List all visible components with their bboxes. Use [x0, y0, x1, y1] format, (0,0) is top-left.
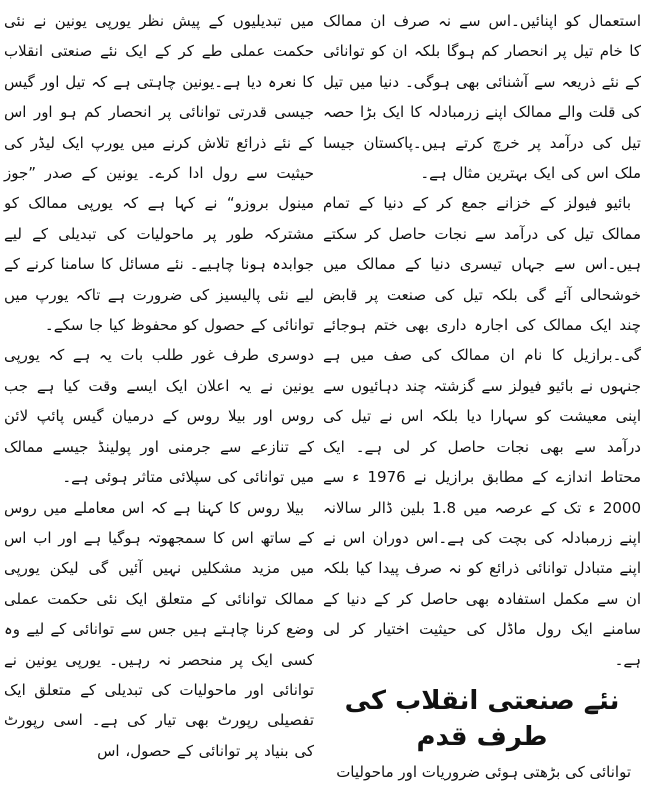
body-paragraph: بیلا روس کا کہنا ہے کہ اس معاملے میں روس کے ساتھ اس کا سمجھوتہ ہوگیا ہے اور اب اس میں مزید مشکلیں نہیں آئیں گی لیکن یورپی ممالک توانائی کے متعلق ایک نئی حکمت عملی وضع کرنا چاہتے ہیں جس سے توانائی کے لیے وہ کسی ایک پر منحصر نہ رہیں۔ یورپی یونین نے توانائی اور ماحولیات کی تبدیلی کے متعلق ایک تفصیلی رپورٹ بھی تیار کی ہے۔ اسی رپورٹ کی بنیاد پر توانائی کے حصول، اس — [4, 498, 314, 760]
section-subheading: توانائی کی بڑھتی ہوئی ضروریات اور ماحولیات — [336, 762, 631, 781]
body-paragraph: میں تبدیلیوں کے پیش نظر یورپی یونین نے نئی حکمت عملی طے کر کے ایک نئے صنعتی انقلاب کا نعرہ دیا ہے۔یونین چاہتی ہے کہ تیل اور گیس جیسی قدرتی توانائی پر انحصار کم ہو اور اس کے نئے ذرائع تلاش کرنے میں یورپ ایک لیڈر کی حیثیت سے رول ادا کرے۔ یونین کے صدر ”جوز مینول بروزو“ نے کہا ہے کہ یورپی ممالک کو مشترکہ طور پر ماحولیات کی تبدیلی کے لیے جوابدہ ہونا چاہیے۔ نئے مسائل کا سامنا کرنے کے لیے نئی پالیسیز کی ضرورت ہے تاکہ یورپ میں توانائی کے حصول کو محفوظ کیا جا سکے۔ — [4, 12, 314, 335]
body-paragraph: بائیو فیولز کے خزانے جمع کر کے دنیا کے تمام ممالک تیل کی درآمد سے نجات حاصل کر سکتے ہیں۔اس سے جہاں تیسری دنیا کے ممالک میں خوشحالی آئے گی بلکہ تیل کی صنعت پر قابض چند ایک ممالک کی اجارہ داری بھی ختم ہوجائے گی۔برازیل کا نام ان ممالک کی صف میں ہے جنہوں نے بائیو فیولز سے گزشتہ چند دہائیوں سے اپنی معیشت کو سہارا دیا بلکہ اس نے تیل کی درآمد سے بھی نجات حاصل کر لی ہے۔ ایک محتاط اندازے کے مطابق برازیل نے 1976 ء سے 2000 ء تک کے عرصہ میں 1.8 بلین ڈالر سالانہ اپنے زرمبادلہ کی بچت کی ہے۔اس دوران اس نے اپنے متبادل توانائی ذرائع کو نہ صرف پیدا کیا بلکہ ان سے مکمل استفادہ بھی حاصل کر کے دنیا کے سامنے ایک رول ماڈل کی حیثیت اختیار کر لی ہے۔ — [323, 194, 641, 669]
section-heading: نئے صنعتی انقلاب کی طرف قدم — [344, 685, 620, 752]
body-paragraph: استعمال کو اپنائیں۔اس سے نہ صرف ان ممالک کا خام تیل پر انحصار کم ہوگا بلکہ ان کو توانائی کے نئے ذریعہ سے آشنائی بھی ہوگی۔ دنیا میں تیل کی قلت والے ممالک اپنے زرمبادلہ کا ایک بڑا حصہ تیل کی درآمد پر خرچ کرتے ہیں۔پاکستان جیسا ملک اس کی ایک بہترین مثال ہے۔ — [323, 12, 641, 183]
left-column — [4, 6, 314, 760]
right-column — [323, 6, 641, 781]
body-paragraph: دوسری طرف غور طلب بات یہ ہے کہ یورپی یونین نے یہ اعلان ایک ایسے وقت کیا ہے جب روس اور بیلا روس کے درمیان گیس پائپ لائن کے تنازعے سے جرمنی اور پولینڈ جیسے ممالک میں توانائی کی سپلائی متاثر ہوئی ہے۔ — [4, 346, 314, 487]
